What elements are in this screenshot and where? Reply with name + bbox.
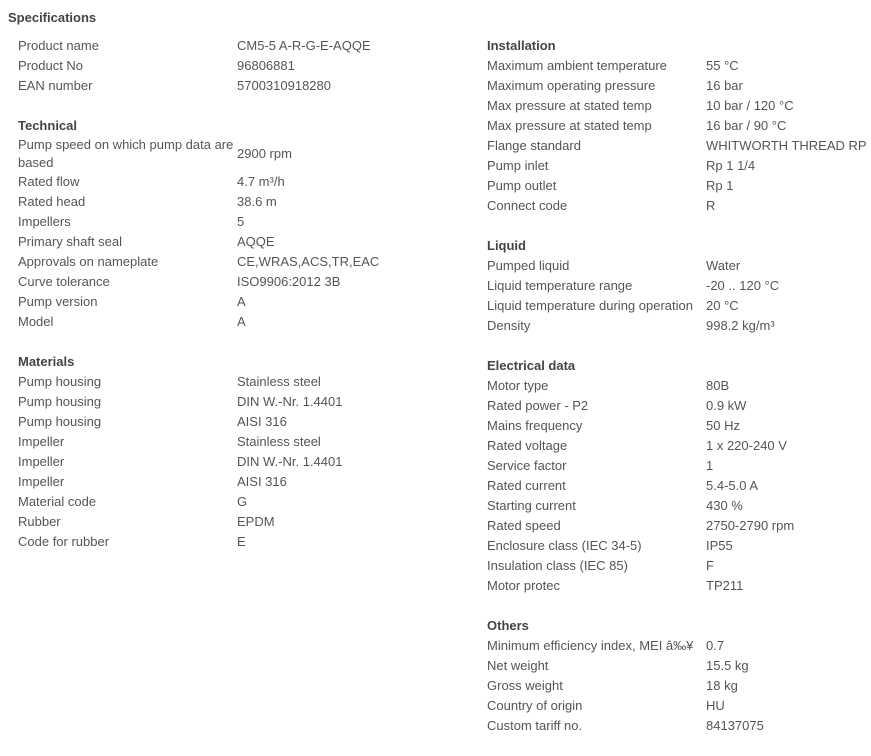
spec-value: F [706, 558, 714, 573]
spec-value: AQQE [237, 234, 275, 249]
spec-label: Liquid temperature during operation [487, 298, 693, 313]
spec-row [487, 656, 871, 676]
spec-label: Net weight [487, 658, 549, 673]
spec-value: 55 °C [706, 58, 739, 73]
spec-label: Pump outlet [487, 178, 557, 193]
spec-label: Rated flow [18, 174, 80, 189]
spec-row [487, 276, 871, 296]
spec-label: Material code [18, 494, 97, 509]
spec-row [487, 196, 871, 216]
spec-value: 2750-2790 rpm [706, 518, 795, 533]
spec-value: G [237, 494, 248, 509]
section-materials [18, 352, 458, 552]
spec-value: 16 bar / 90 °C [706, 118, 787, 133]
spec-label: Maximum operating pressure [487, 78, 656, 93]
spec-value: WHITWORTH THREAD RP [706, 138, 867, 153]
spec-row [487, 56, 871, 76]
spec-row [18, 212, 458, 232]
spec-label: Impeller [18, 454, 65, 469]
spec-value: 38.6 m [237, 194, 277, 209]
spec-label: Max pressure at stated temp [487, 118, 652, 133]
spec-label: Rated current [487, 478, 566, 493]
spec-value: IP55 [706, 538, 733, 553]
spec-row [487, 376, 871, 396]
spec-label: Curve tolerance [18, 274, 110, 289]
spec-row [18, 372, 458, 392]
spec-value: 4.7 m³/h [237, 174, 285, 189]
spec-value: 5.4-5.0 A [706, 478, 759, 493]
spec-row [18, 392, 458, 412]
right-column [487, 36, 871, 756]
spec-value: 5 [237, 214, 245, 229]
spec-value: EPDM [237, 514, 275, 529]
spec-label: Mains frequency [487, 418, 583, 433]
spec-value: 20 °C [706, 298, 739, 313]
section-title: Materials [18, 354, 75, 369]
spec-value: A [237, 294, 246, 309]
spec-value: 80B [706, 378, 730, 393]
spec-value: R [706, 198, 716, 213]
spec-row [18, 432, 458, 452]
spec-value: 10 bar / 120 °C [706, 98, 794, 113]
spec-row [487, 116, 871, 136]
spec-value: 1 [706, 458, 714, 473]
spec-row [18, 76, 458, 96]
spec-row [487, 496, 871, 516]
spec-row [487, 156, 871, 176]
spec-value: -20 .. 120 °C [706, 278, 780, 293]
spec-value: DIN W.-Nr. 1.4401 [237, 394, 343, 409]
section-others [487, 616, 871, 736]
spec-value: 998.2 kg/m³ [706, 318, 775, 333]
spec-row [18, 56, 458, 76]
spec-value: 0.9 kW [706, 398, 747, 413]
spec-label: Code for rubber [18, 534, 110, 549]
spec-label: Flange standard [487, 138, 581, 153]
spec-value: 430 % [706, 498, 743, 513]
spec-row [18, 492, 458, 512]
spec-row [18, 252, 458, 272]
spec-row [487, 96, 871, 116]
spec-row [18, 272, 458, 292]
spec-value: 1 x 220-240 V [706, 438, 787, 453]
spec-label: Product name [18, 38, 99, 53]
spec-label: Enclosure class (IEC 34-5) [487, 538, 642, 553]
spec-row [487, 256, 871, 276]
spec-label: Pump speed on which pump data are based [18, 137, 234, 170]
spec-label: Motor protec [487, 578, 560, 593]
spec-row [487, 556, 871, 576]
spec-label: Model [18, 314, 54, 329]
section-product-info [18, 36, 458, 96]
spec-row [18, 136, 458, 172]
left-column [18, 36, 458, 572]
spec-row [487, 316, 871, 336]
spec-value: 50 Hz [706, 418, 740, 433]
spec-row [18, 312, 458, 332]
spec-row [18, 192, 458, 212]
spec-row [18, 412, 458, 432]
spec-value: 16 bar [706, 78, 743, 93]
spec-row [18, 232, 458, 252]
spec-label: Starting current [487, 498, 576, 513]
spec-label: Rated voltage [487, 438, 568, 453]
section-title: Technical [18, 118, 78, 133]
spec-row [487, 676, 871, 696]
spec-value: Water [706, 258, 741, 273]
spec-label: Product No [18, 58, 84, 73]
spec-label: EAN number [18, 78, 93, 93]
spec-value: 5700310918280 [237, 78, 331, 93]
spec-row [487, 716, 871, 736]
spec-row [18, 292, 458, 312]
spec-row [487, 476, 871, 496]
spec-label: Gross weight [487, 678, 563, 693]
spec-label: Pump housing [18, 414, 102, 429]
spec-row [487, 396, 871, 416]
spec-row [18, 472, 458, 492]
spec-value: E [237, 534, 246, 549]
spec-label: Rated speed [487, 518, 561, 533]
spec-value: 2900 rpm [237, 146, 292, 161]
spec-value: CM5-5 A-R-G-E-AQQE [237, 38, 371, 53]
section-liquid [487, 236, 871, 336]
section-title: Others [487, 618, 529, 633]
page-title: Specifications [8, 10, 97, 25]
spec-label: Approvals on nameplate [18, 254, 159, 269]
spec-value: 84137075 [706, 718, 764, 733]
spec-label: Pump inlet [487, 158, 549, 173]
spec-label: Rated head [18, 194, 86, 209]
spec-label: Motor type [487, 378, 549, 393]
spec-value: 0.7 [706, 638, 725, 653]
spec-value: AISI 316 [237, 474, 287, 489]
spec-value: DIN W.-Nr. 1.4401 [237, 454, 343, 469]
spec-label: Impeller [18, 474, 65, 489]
section-title: Installation [487, 38, 556, 53]
spec-row [487, 536, 871, 556]
section-electrical-data [487, 356, 871, 596]
spec-row [487, 176, 871, 196]
section-title: Liquid [487, 238, 526, 253]
section-title: Electrical data [487, 358, 576, 373]
spec-value: 96806881 [237, 58, 295, 73]
spec-label: Rated power - P2 [487, 398, 589, 413]
spec-row [487, 576, 871, 596]
spec-value: TP211 [706, 578, 744, 593]
spec-row [18, 532, 458, 552]
spec-label: Primary shaft seal [18, 234, 123, 249]
spec-row [487, 516, 871, 536]
spec-value: 15.5 kg [706, 658, 749, 673]
spec-label: Pump version [18, 294, 98, 309]
spec-label: Custom tariff no. [487, 718, 583, 733]
spec-label: Maximum ambient temperature [487, 58, 667, 73]
spec-row [487, 296, 871, 316]
section-installation [487, 36, 871, 216]
spec-value: AISI 316 [237, 414, 287, 429]
spec-label: Service factor [487, 458, 567, 473]
spec-row [487, 76, 871, 96]
spec-label: Pumped liquid [487, 258, 570, 273]
spec-label: Impellers [18, 214, 71, 229]
spec-row [18, 452, 458, 472]
spec-row [18, 172, 458, 192]
spec-label: Country of origin [487, 698, 583, 713]
spec-row [18, 36, 458, 56]
spec-value: ISO9906:2012 3B [237, 274, 341, 289]
spec-row [487, 136, 871, 156]
spec-row [18, 512, 458, 532]
spec-value: Stainless steel [237, 374, 321, 389]
spec-label: Pump housing [18, 394, 102, 409]
spec-label: Minimum efficiency index, MEI â‰¥ [487, 638, 694, 653]
spec-label: Insulation class (IEC 85) [487, 558, 628, 573]
spec-label: Connect code [487, 198, 568, 213]
spec-value: Rp 1 [706, 178, 734, 193]
spec-label: Max pressure at stated temp [487, 98, 652, 113]
spec-label: Density [487, 318, 531, 333]
spec-row [487, 696, 871, 716]
spec-value: CE,WRAS,ACS,TR,EAC [237, 254, 380, 269]
spec-value: A [237, 314, 246, 329]
spec-value: Rp 1 1/4 [706, 158, 756, 173]
spec-value: 18 kg [706, 678, 738, 693]
spec-row [487, 436, 871, 456]
spec-row [487, 636, 871, 656]
spec-row [487, 416, 871, 436]
spec-row [487, 456, 871, 476]
spec-label: Impeller [18, 434, 65, 449]
spec-label: Liquid temperature range [487, 278, 633, 293]
spec-value: Stainless steel [237, 434, 321, 449]
spec-value: HU [706, 698, 725, 713]
section-technical [18, 116, 458, 332]
spec-label: Pump housing [18, 374, 102, 389]
spec-label: Rubber [18, 514, 61, 529]
